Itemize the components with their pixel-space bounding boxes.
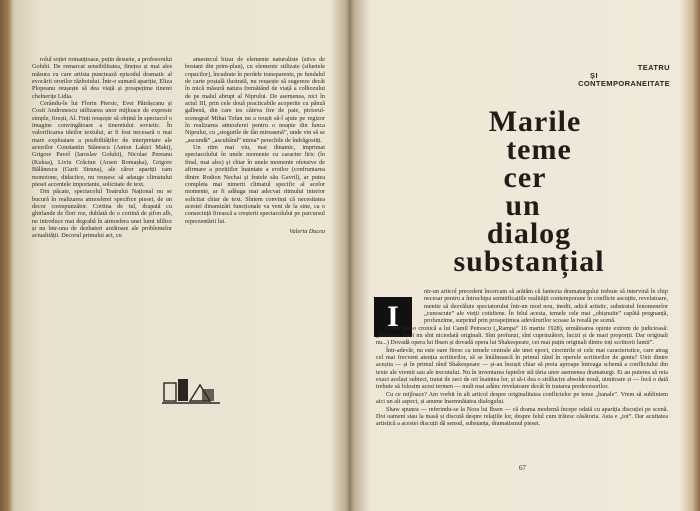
section-label-line: CONTEMPORANEITATE: [578, 79, 670, 88]
left-column-1: [32, 56, 172, 240]
section-label-line: TEATRU: [637, 63, 670, 72]
title-line: Marile: [488, 105, 582, 138]
paragraph: Cu ce mijloace? Am vorbit în alt articol despre originalitatea conflictelor pe teme „banale”. Vrem să subliniem aici un alt aspect, și anume însemnătatea dialogului.: [376, 390, 668, 406]
author-signature: Valeria Ducea: [289, 227, 325, 235]
page-number: 67: [519, 464, 526, 472]
title-line: substanțial: [453, 245, 605, 278]
title-line: cer: [503, 161, 547, 194]
title-line: dialog: [486, 217, 572, 250]
paragraph: amestecul bizar de elemente naturaliste (stiva de bostani din prim-plan), cu elemente stilizate (siluetele copacilor), încadrate în perdele transparente, pe fundalul de carte poștală ilustrată, nu reușește să sugereze decât în mică măsură natura fremătând de viață a colhozului de pe malul abrupt al Niprului. De asemenea, nici în actul III, prin cele două practicabile acoperite cu pânză galbenă, din care ies câteva fire de paie, pictorul-scenograf Mihai Tofan nu a reușit să-l ajute pe regizor în realizarea atmosferei pentru o noapte din lunca Niprului, cu „stogurile de fân mireasmă”, unde vin să se „ascundă” „ascultând” inima” perechile de îndrăgostiți.: [185, 56, 325, 144]
title-line: teme: [506, 133, 572, 166]
paragraph: Din păcate, spectacolul Teatrului Național nu se bucură în realizarea atmosferei specifice piesei, de un decor corespunzător. Cortina de tul, drapată cu ghirlande de flori roz, dublată de o cortină de șifon alb, ne introduce mai degrabă în atmosfera unei lumi idilice și nu într-una de dezbateri arzătoare ale problemelor actualității. Decorul primului act, cu: [32, 188, 172, 240]
article-title: [396, 105, 626, 278]
left-page: [14, 20, 346, 491]
article-body: [376, 288, 668, 428]
paragraph: Un ritm mai viu, mai dinamic, imprimat spectacolului în unele momente cu caracter liric (în final, mai ales) și chiar în unele momente ofensive de afirmare a pozițiilor înaintate a eroilor (confruntarea dintre Rodion Nechai și fratele său Gavril), ar putea completa mai nimerit climatul specific al acelor momente, ar fi adăuga mai adecvat ritmului interior solicitat chiar de text. Sîntem convinși că necesitatea acestei dinamizări funcționale va veni de la sine, ca o consecință firească a creșterii spectacolului pe parcursul reprezentării lui.: [185, 144, 325, 225]
paragraph: Citim într-o cronică a lui Camil Petrescu („Rampa” 16 martie 1928), următoarea opinie extrem de judicioasă: „Scriitorii mari nu sînt niciodată originali. Sînt profunzi, sînt cuprinzători, lucizi și de mari proporții. Dar originali nu...) Dovadă opera lui Ibsen și dovadă opera lui Shakespeare, cei mai puțin originali dintre toți scriitorii lumii”.: [376, 324, 668, 347]
paragraph: rolul soției romanțioase, puțin desuete, a profesorului Golubi. De remarcat sensibilitatea, finețea și mai ales măsura cu care artista punctează episodul dramatic al evocării ororilor războiului. Într-o sumară apariție, Eliza Plopeanu reușește să dea viață și prospețime tinerei chelnerițe Lidia.: [32, 56, 172, 100]
paragraph: Shaw spunea — referindu-se la Nora lui Ibsen — că drama modernă începe odată cu apariția discuției pe scenă. Doi oameni stau la masă și discută despre relațiile lor, despre felul cum trăiesc căsătoria. Asta e „tot”. Dar acuitatea artistică a acestei discuții dă sensul, substanța, dramatismul piesei.: [376, 405, 668, 428]
section-label-line: ȘI: [590, 71, 598, 80]
paragraph: Într-adevăr, nu este oare firesc ca temele centrale ale unei epoci, ciocnirile ei cele mai caracteristice, care atrag cel mai frecvent atenția scriitorilor, să se întâlnească în primul rând în operele scriitorilor de geniu? Unii dintre aceștia — și în primul rând Shakespeare — și-au însușit chiar să preia aproape întreaga schemă a conflictului din texte ale vremii sau ale trecutului. Nu în inventarea faptelor stă tăria unor asemenea dramaturgi. Ei au puterea să reia exact același subiect, tratat de zeci de ori înaintea lor, și să-i dea o strălucire absolut nouă, uimitoare și — încă o dată trebuie să folosim acest termen — mult mai adânc revelatoare decât în tratarea predecesorilor.: [376, 346, 668, 391]
left-column-2: [185, 56, 325, 235]
right-page: [354, 20, 684, 491]
section-label: [520, 64, 670, 88]
drop-cap: I: [374, 297, 412, 337]
stage-sketch-illustration: [162, 375, 220, 407]
paragraph: Cerându-le lui Florin Piersic, Evei Pătrășcanu și Costi Andronescu utilizarea unor mijloace de expresie simple, firești, Al. Finți reușește să obțină în spectacol o imagine convingătoare a tineretului sovietic. În valorificarea ideilor textului, ar fi fost necesară o mai mare exploatare a posibilităților de interpretare ale actorilor Constantin Stănescu (Anton Lakici Maki), Grigore Pavel (Iaroslav Golubi), Nicolae Pereanu (Kuksa), Liviu Crăciun (Arsen Romașka), Grigore Bălănescu (Gurii Struna), ale căror apariții cam monotone, didactice, nu reușesc să adauge climatului piesei accentele importante, solicitate de text.: [32, 100, 172, 188]
paragraph: ntr-un articol precedent încercam să arătăm că fantezia dramaturgului trebuie să intervină în chip necesar pentru a întruchipa semnificațiile realității contemporane în conflicte ascuțite, revelatoare, menite să dezvăluie spectatorului într-un mod nou, inedit, adică artistic, substratul fenomenelor „cunoscute” ale vieții cotidiene. În felul acesta, temele cele mai „obișnuite” capătă pregnanță, profunzime, surprind prin prospețimea adevărurilor scoase la iveală pe scenă.: [424, 288, 668, 325]
title-line: un: [505, 189, 541, 222]
